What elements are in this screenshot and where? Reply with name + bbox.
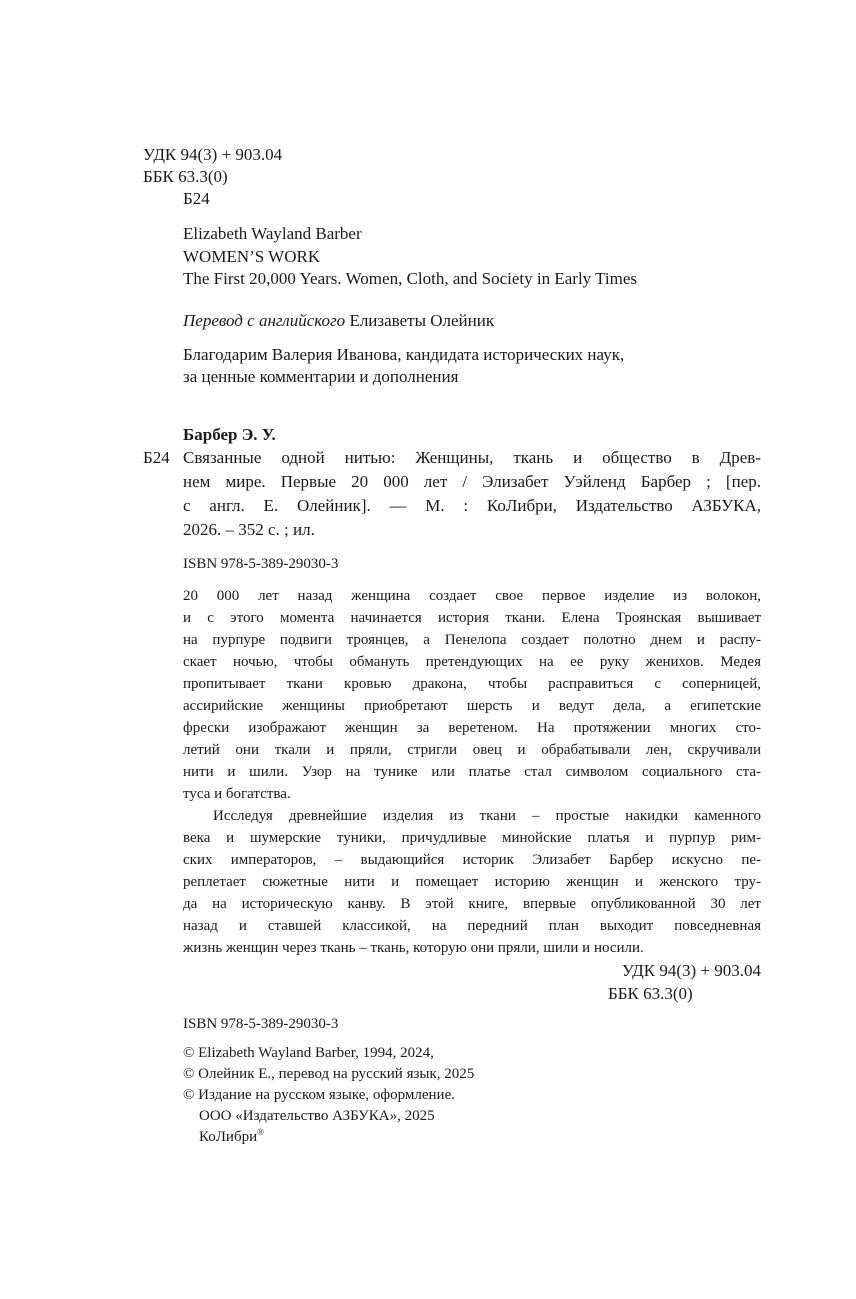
annotation-p1-line-1: 20 000 лет назад женщина создает свое первое изделие из волокон, <box>183 588 761 604</box>
annotation-p2-line-5: да на историческую канву. В этой книге, впервые опубликованной 30 лет <box>183 896 761 912</box>
thanks-line-2: за ценные комментарии и дополнения <box>183 367 459 386</box>
annotation-p2-line-2: века и шумерские туники, причудливые минойские платья и пурпур рим- <box>183 830 761 846</box>
registered-mark: ® <box>257 1127 264 1137</box>
catalog-line-4: 2026. – 352 с. ; ил. <box>183 520 315 539</box>
annotation-p2-line-1: Исследуя древнейшие изделия из ткани – простые накидки каменного <box>213 808 761 824</box>
udk-code: УДК 94(3) + 903.04 <box>143 145 283 164</box>
original-title: WOMEN’S WORK <box>183 247 321 266</box>
original-subtitle: The First 20,000 Years. Women, Cloth, and Society in Early Times <box>183 269 638 288</box>
translation-label: Перевод с английского <box>183 311 346 330</box>
annotation-p2-line-3: ских императоров, – выдающийся историк Элизабет Барбер искусно пе- <box>183 852 761 868</box>
catalog-line-3: с англ. Е. Олейник]. — М. : КоЛибри, Издательство АЗБУКА, <box>183 496 761 515</box>
annotation-p1-line-2: и с этого момента начинается история ткани. Елена Троянская вышивает <box>183 610 761 626</box>
translation-line <box>183 310 494 332</box>
annotation-p1-line-3: на пурпуре подвиги троянцев, а Пенелопа создает полотно днем и распу- <box>183 632 761 648</box>
catalog-mark: Б24 <box>143 448 170 467</box>
annotation-p1-line-9: нити и шили. Узор на тунике или платье стал символом социального ста- <box>183 764 761 780</box>
copyright-line-1: © Elizabeth Wayland Barber, 1994, 2024, <box>183 1045 434 1061</box>
copyright-line-2: © Олейник Е., перевод на русский язык, 2025 <box>183 1066 475 1082</box>
annotation-p2-line-4: реплетает сюжетные нити и помещает историю женщин и женского тру- <box>183 874 761 890</box>
annotation-p1-line-7: фрески изображают женщин за веретеном. На протяжении многих сто- <box>183 720 761 736</box>
bbk-code: ББК 63.3(0) <box>143 167 228 186</box>
annotation-p1-line-6: ассирийские женщины приобретают шерсть и ведут дела, а египетские <box>183 698 761 714</box>
annotation-p1-line-10: туса и богатства. <box>183 786 291 802</box>
copyright-line-5 <box>199 1127 264 1148</box>
translator-name: Елизаветы Олейник <box>349 311 495 330</box>
catalog-isbn: ISBN 978-5-389-29030-3 <box>183 556 339 572</box>
thanks-line-1: Благодарим Валерия Иванова, кандидата исторических наук, <box>183 345 625 364</box>
catalog-author-heading: Барбер Э. У. <box>183 425 276 444</box>
annotation-p1-line-5: пропитывает ткани кровью дракона, чтобы расправиться с соперницей, <box>183 676 761 692</box>
annotation-p2-line-6: назад и ставшей классикой, на передний план выходит повседневная <box>183 918 761 934</box>
annotation-p1-line-4: скает ночью, чтобы обмануть претендующих на ее руку женихов. Медея <box>183 654 761 670</box>
author-mark: Б24 <box>183 189 210 208</box>
copyright-line-4: ООО «Издательство АЗБУКА», 2025 <box>199 1108 435 1124</box>
copyright-line-3: © Издание на русском языке, оформление. <box>183 1087 455 1103</box>
bottom-isbn: ISBN 978-5-389-29030-3 <box>183 1016 339 1032</box>
catalog-line-2: нем мире. Первые 20 000 лет / Элизабет Уэйленд Барбер ; [пер. <box>183 472 761 491</box>
annotation-p1-line-8: летий они ткали и пряли, стригли овец и обрабатывали лен, скручивали <box>183 742 761 758</box>
bbk-code-bottom: ББК 63.3(0) <box>608 984 693 1003</box>
udk-code-bottom: УДК 94(3) + 903.04 <box>621 961 761 980</box>
publisher-kolibri: КоЛибри <box>199 1129 258 1145</box>
catalog-line-1: Связанные одной нитью: Женщины, ткань и общество в Древ- <box>183 448 761 467</box>
original-author: Elizabeth Wayland Barber <box>183 224 362 243</box>
annotation-p2-line-7: жизнь женщин через ткань – ткань, которую они пряли, шили и носили. <box>183 940 644 956</box>
